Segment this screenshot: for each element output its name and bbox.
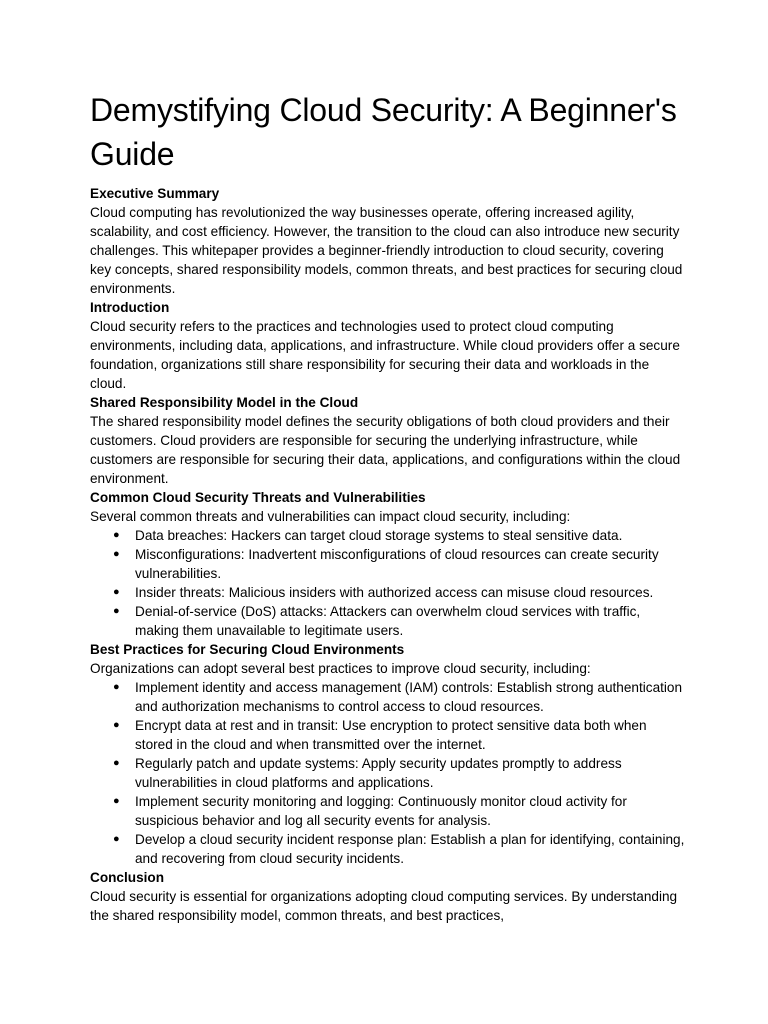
threats-list <box>90 526 686 640</box>
list-item-text: Regularly patch and update systems: Apply security updates promptly to address vulnerabilities in cloud platforms and applications. <box>135 756 622 790</box>
threats-heading: Common Cloud Security Threats and Vulnerabilities <box>90 490 426 505</box>
list-item <box>90 830 686 868</box>
list-item <box>90 716 686 754</box>
list-item-text: Data breaches: Hackers can target cloud storage systems to steal sensitive data. <box>135 528 623 543</box>
executive-summary-text: Cloud computing has revolutionized the way businesses operate, offering increased agility, scalability, and cost efficiency. However, the transition to the cloud can also introduce new security challenges. This whitepaper provides a beginner-friendly introduction to cloud security, covering key concepts, shared responsibility models, common threats, and best practices for securing cloud environments. <box>90 205 683 296</box>
threats-intro: Several common threats and vulnerabilities can impact cloud security, including: <box>90 509 571 524</box>
bullet-icon: ● <box>113 833 120 845</box>
executive-summary-heading: Executive Summary <box>90 186 220 201</box>
bullet-icon: ● <box>113 757 120 769</box>
list-item-text: Develop a cloud security incident response plan: Establish a plan for identifying, containing, and recovering from cloud security incidents. <box>135 832 685 866</box>
bullet-icon: ● <box>113 529 120 541</box>
list-item-text: Encrypt data at rest and in transit: Use encryption to protect sensitive data both when stored in the cloud and when transmitted over the internet. <box>135 718 647 752</box>
conclusion-text: Cloud security is essential for organizations adopting cloud computing services. By understanding the shared responsibility model, common threats, and best practices, <box>90 889 678 923</box>
introduction-heading: Introduction <box>90 300 170 315</box>
shared-model-heading: Shared Responsibility Model in the Cloud <box>90 395 359 410</box>
introduction-text: Cloud security refers to the practices and technologies used to protect cloud computing environments, including data, applications, and infrastructure. While cloud providers offer a secure foundation, organizations still share responsibility for securing their data and workloads in the cloud. <box>90 319 680 391</box>
list-item-text: Implement identity and access management (IAM) controls: Establish strong authentication and authorization mechanisms to control access to cloud resources. <box>135 680 683 714</box>
list-item <box>90 526 686 545</box>
bullet-icon: ● <box>113 681 120 693</box>
document-title: Demystifying Cloud Security: A Beginner's Guide <box>90 92 677 172</box>
conclusion-heading: Conclusion <box>90 870 165 885</box>
bullet-icon: ● <box>113 795 120 807</box>
list-item <box>90 545 686 583</box>
shared-model-text: The shared responsibility model defines the security obligations of both cloud providers and their customers. Cloud providers are responsible for securing the underlying infrastructure, while customers are responsible for securing their data, applications, and configurations within the cloud environment. <box>90 414 681 486</box>
best-practices-heading: Best Practices for Securing Cloud Environments <box>90 642 405 657</box>
document-page <box>90 88 686 925</box>
list-item <box>90 792 686 830</box>
list-item-text: Misconfigurations: Inadvertent misconfigurations of cloud resources can create security vulnerabilities. <box>135 547 659 581</box>
list-item <box>90 754 686 792</box>
bullet-icon: ● <box>113 605 120 617</box>
bullet-icon: ● <box>113 548 120 560</box>
list-item-text: Implement security monitoring and logging: Continuously monitor cloud activity for suspicious behavior and log all security events for analysis. <box>135 794 627 828</box>
bullet-icon: ● <box>113 719 120 731</box>
list-item <box>90 678 686 716</box>
bullet-icon: ● <box>113 586 120 598</box>
list-item <box>90 602 686 640</box>
best-practices-intro: Organizations can adopt several best practices to improve cloud security, including: <box>90 661 591 676</box>
best-practices-list <box>90 678 686 868</box>
list-item <box>90 583 686 602</box>
list-item-text: Insider threats: Malicious insiders with authorized access can misuse cloud resources. <box>135 585 654 600</box>
list-item-text: Denial-of-service (DoS) attacks: Attackers can overwhelm cloud services with traffic, making them unavailable to legitimate users. <box>135 604 641 638</box>
